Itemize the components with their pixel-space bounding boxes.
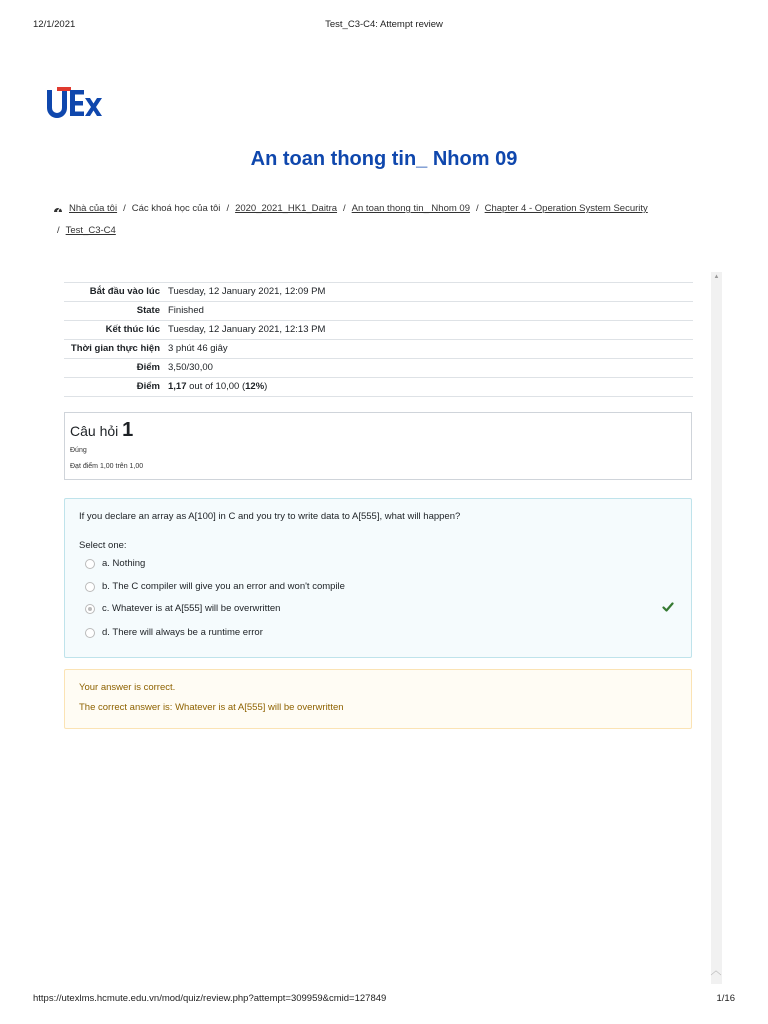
question-state: Đúng (70, 447, 87, 454)
answer-label: c. Whatever is at A[555] will be overwritten (102, 603, 281, 614)
breadcrumb-row-1 (53, 198, 693, 220)
breadcrumb-my-courses: Các khoá học của tôi (131, 203, 221, 214)
dashboard-icon (53, 204, 63, 214)
answer-option-d[interactable] (85, 627, 263, 638)
summary-label: Kết thúc lúc (64, 321, 164, 340)
grade-score: 1,17 (168, 381, 187, 392)
breadcrumb-separator: / (343, 203, 346, 214)
summary-label: Điểm (64, 378, 164, 397)
summary-value: 3,50/30,00 (164, 359, 693, 378)
answer-label: a. Nothing (102, 558, 146, 569)
answer-option-b[interactable] (85, 581, 345, 592)
grade-percent: 12% (245, 381, 265, 392)
summary-label: Điểm (64, 359, 164, 378)
table-row (64, 359, 693, 378)
answer-option-a[interactable] (85, 558, 145, 569)
feedback-right-answer: The correct answer is: Whatever is at A[555] will be overwritten (79, 702, 344, 713)
summary-label: State (64, 302, 164, 321)
breadcrumb-semester[interactable]: 2020_2021_HK1_Daitra (235, 203, 338, 214)
summary-value: Finished (164, 302, 693, 321)
table-row (64, 302, 693, 321)
breadcrumb-chapter[interactable]: Chapter 4 - Operation System Security (484, 203, 648, 214)
question-title-prefix: Câu hỏi (70, 423, 119, 439)
breadcrumb-row-2 (57, 220, 693, 242)
question-grade: Đạt điểm 1,00 trên 1,00 (70, 463, 144, 470)
breadcrumb-separator: / (475, 203, 479, 214)
table-row (64, 283, 693, 302)
summary-value: 3 phút 46 giây (164, 340, 693, 359)
breadcrumb-separator: / (226, 203, 230, 214)
scrollbar[interactable] (711, 272, 722, 984)
check-icon (662, 601, 674, 613)
utex-logo-icon (46, 86, 108, 120)
print-page-number: 1/16 (716, 993, 735, 1004)
summary-label: Bắt đầu vào lúc (64, 283, 164, 302)
answer-feedback (64, 669, 692, 729)
answer-label: b. The C compiler will give you an error and won't compile (102, 581, 345, 592)
question-number: 1 (122, 419, 134, 441)
question-content (64, 498, 692, 658)
summary-label: Thời gian thực hiện (64, 340, 164, 359)
breadcrumb-home[interactable]: Nhà của tôi (69, 203, 118, 214)
print-title: Test_C3-C4: Attempt review (325, 19, 443, 30)
print-date: 12/1/2021 (33, 19, 76, 30)
feedback-correct: Your answer is correct. (79, 682, 176, 693)
table-row (64, 321, 693, 340)
print-footer (0, 993, 768, 1007)
summary-value: Tuesday, 12 January 2021, 12:09 PM (164, 283, 693, 302)
grade-mid: out of 10,00 ( (186, 381, 246, 392)
radio-button[interactable] (85, 559, 95, 569)
print-header (0, 19, 768, 33)
summary-value: Tuesday, 12 January 2021, 12:13 PM (164, 321, 693, 340)
answer-option-c[interactable] (85, 603, 280, 614)
question-text: If you declare an array as A[100] in C and you try to write data to A[555], what will happen? (79, 511, 461, 522)
breadcrumb-quiz[interactable]: Test_C3-C4 (65, 225, 116, 236)
radio-button-selected[interactable] (85, 604, 95, 614)
breadcrumb-separator: / (57, 225, 60, 236)
breadcrumb-course[interactable]: An toan thong tin_ Nhom 09 (351, 203, 470, 214)
site-logo[interactable] (46, 86, 108, 120)
question-title (70, 419, 133, 442)
radio-button[interactable] (85, 628, 95, 638)
question-info-box (64, 412, 692, 480)
answer-label: d. There will always be a runtime error (102, 627, 263, 638)
scroll-up-arrow-icon[interactable]: ▲ (713, 274, 720, 280)
scroll-to-top-chevron-icon[interactable]: ︿ (710, 965, 722, 977)
print-url: https://utexlms.hcmute.edu.vn/mod/quiz/review.php?attempt=309959&cmid=127849 (33, 993, 387, 1004)
course-title: An toan thong tin_ Nhom 09 (250, 148, 518, 170)
grade-end: ) (264, 381, 268, 392)
table-row (64, 340, 693, 359)
table-row (64, 378, 693, 397)
breadcrumb-separator: / (123, 203, 126, 214)
answer-prompt: Select one: (79, 540, 127, 551)
summary-value (164, 378, 693, 397)
attempt-summary-table (64, 282, 693, 397)
radio-button[interactable] (85, 582, 95, 592)
breadcrumb (53, 198, 693, 242)
